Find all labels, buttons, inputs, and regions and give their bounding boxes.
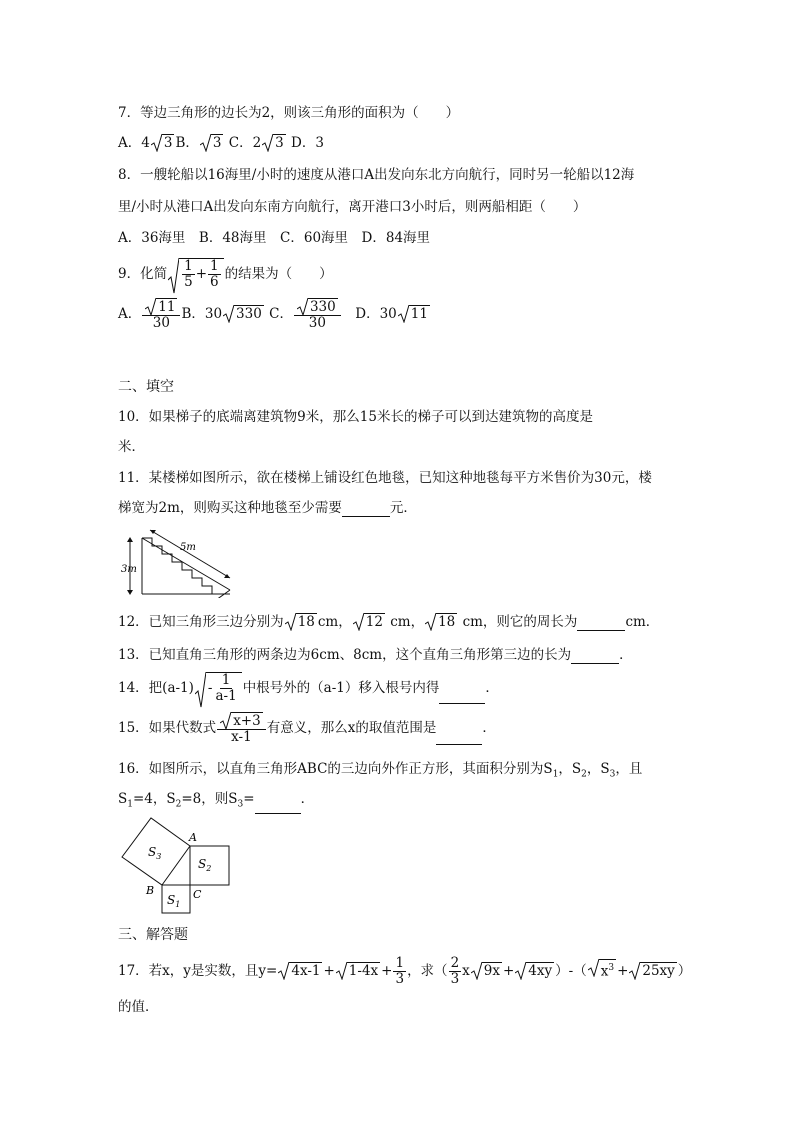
q7-options: A．4 3 B． 3 C．2 3 D．3 (118, 135, 324, 151)
question-10-line2: 米． (118, 439, 145, 455)
question-10-line1: 10．如果梯子的底端离建筑物9米，那么15米长的梯子可以到达建筑物的高度是 (118, 409, 593, 425)
radical: 3 (262, 134, 286, 152)
question-14: 14．把(a-1) - $\frac{1}{a-1}$ 中根号外的（a-1）移入根号内得 ． (118, 672, 499, 704)
radical: 18 (285, 613, 317, 631)
section-fill-in: 二、填空 (118, 379, 174, 395)
answer-blank[interactable] (436, 730, 482, 745)
answer-blank[interactable] (439, 689, 485, 704)
question-17-line2: 的值． (118, 999, 159, 1015)
q7-stem: 7．等边三角形的边长为2，则该三角形的面积为（ ） (118, 105, 460, 121)
radical: 18 (425, 613, 457, 631)
question-11-line1: 11．某楼梯如图所示，欲在楼梯上铺设红色地毯，已知这种地毯每平方米售价为30元，楼 (118, 470, 652, 486)
question-17: 17．若x，y是实数，且y= 4x-1 + 1-4x + $\frac{1}{3}$ ，求（ $\frac{2}{3}$ x 9x + 4xy ）-（ $x^3$ + 25xy ） (118, 955, 692, 987)
question-15: 15．如果代数式 $\frac{x+3}{x-1}$ 有意义，那么x的取值范围是 ． (118, 713, 496, 745)
radical: - $\frac{1}{a-1}$ (195, 672, 242, 704)
svg-text:S3: $S_3$ (148, 845, 162, 861)
radical: 3 (200, 134, 224, 152)
question-13: 13．已知直角三角形的两条边为6cm、8cm，这个直角三角形第三边的长为 ． (118, 647, 633, 663)
q9-options: A． $\frac{11}{30}$ B．30 330 C． $\frac{330}{30}$ D．30 11 (118, 299, 428, 331)
question-9: 9．化简 $\frac{1}{5}$ + $\frac{1}{6}$ 的结果为（ ） (118, 258, 333, 290)
answer-blank[interactable] (577, 616, 625, 631)
question-16-line2: $S_1=4$，$S_2=8$，则$S_3=$ ． (118, 790, 314, 814)
svg-text:C: C (193, 888, 202, 901)
question-12: 12．已知三角形三边分别为 18 cm， 12 cm， 18 cm，则它的周长为 cm． (118, 614, 660, 630)
q8-options: A．36海里 B．48海里 C．60海里 D．84海里 (118, 230, 431, 246)
question-8-line2: 里/小时从港口A出发向东南方向航行，离开港口3小时后，则两船相距（ ） (118, 199, 587, 215)
answer-blank[interactable] (255, 799, 301, 814)
fraction: $\frac{x+3}{x-1}$ (217, 712, 266, 745)
radical: 3 (151, 134, 175, 152)
staircase-figure (120, 528, 240, 598)
answer-blank[interactable] (571, 649, 619, 664)
question-7 (118, 104, 459, 122)
svg-text:B: B (146, 884, 155, 897)
radical: $\frac{1}{5}$ + $\frac{1}{6}$ (168, 258, 224, 290)
section-solve: 三、解答题 (118, 927, 188, 943)
pythagoras-squares-figure (116, 812, 236, 918)
svg-text:S1: $S_1$ (167, 893, 181, 909)
question-11-line2: 梯宽为2m，则购买这种地毯至少需要 元． (118, 500, 417, 516)
svg-text:A: A (189, 831, 197, 844)
question-16-line1: 16．如图所示，以直角三角形ABC的三边向外作正方形，其面积分别为$S_1$，$S_2$，$S_3$，且 (118, 761, 643, 780)
fraction: $\frac{330}{30}$ (294, 298, 341, 331)
length-label: 5m (180, 542, 196, 553)
svg-text:S2: $S_2$ (198, 857, 212, 873)
answer-blank[interactable] (342, 502, 390, 517)
fraction: $\frac{11}{30}$ (142, 298, 180, 331)
radical: 12 (353, 613, 385, 631)
height-label: 3m (121, 564, 137, 575)
question-8-line1: 8．一艘轮船以16海里/小时的速度从港口A出发向东北方向航行，同时另一轮船以12海 (118, 167, 635, 183)
